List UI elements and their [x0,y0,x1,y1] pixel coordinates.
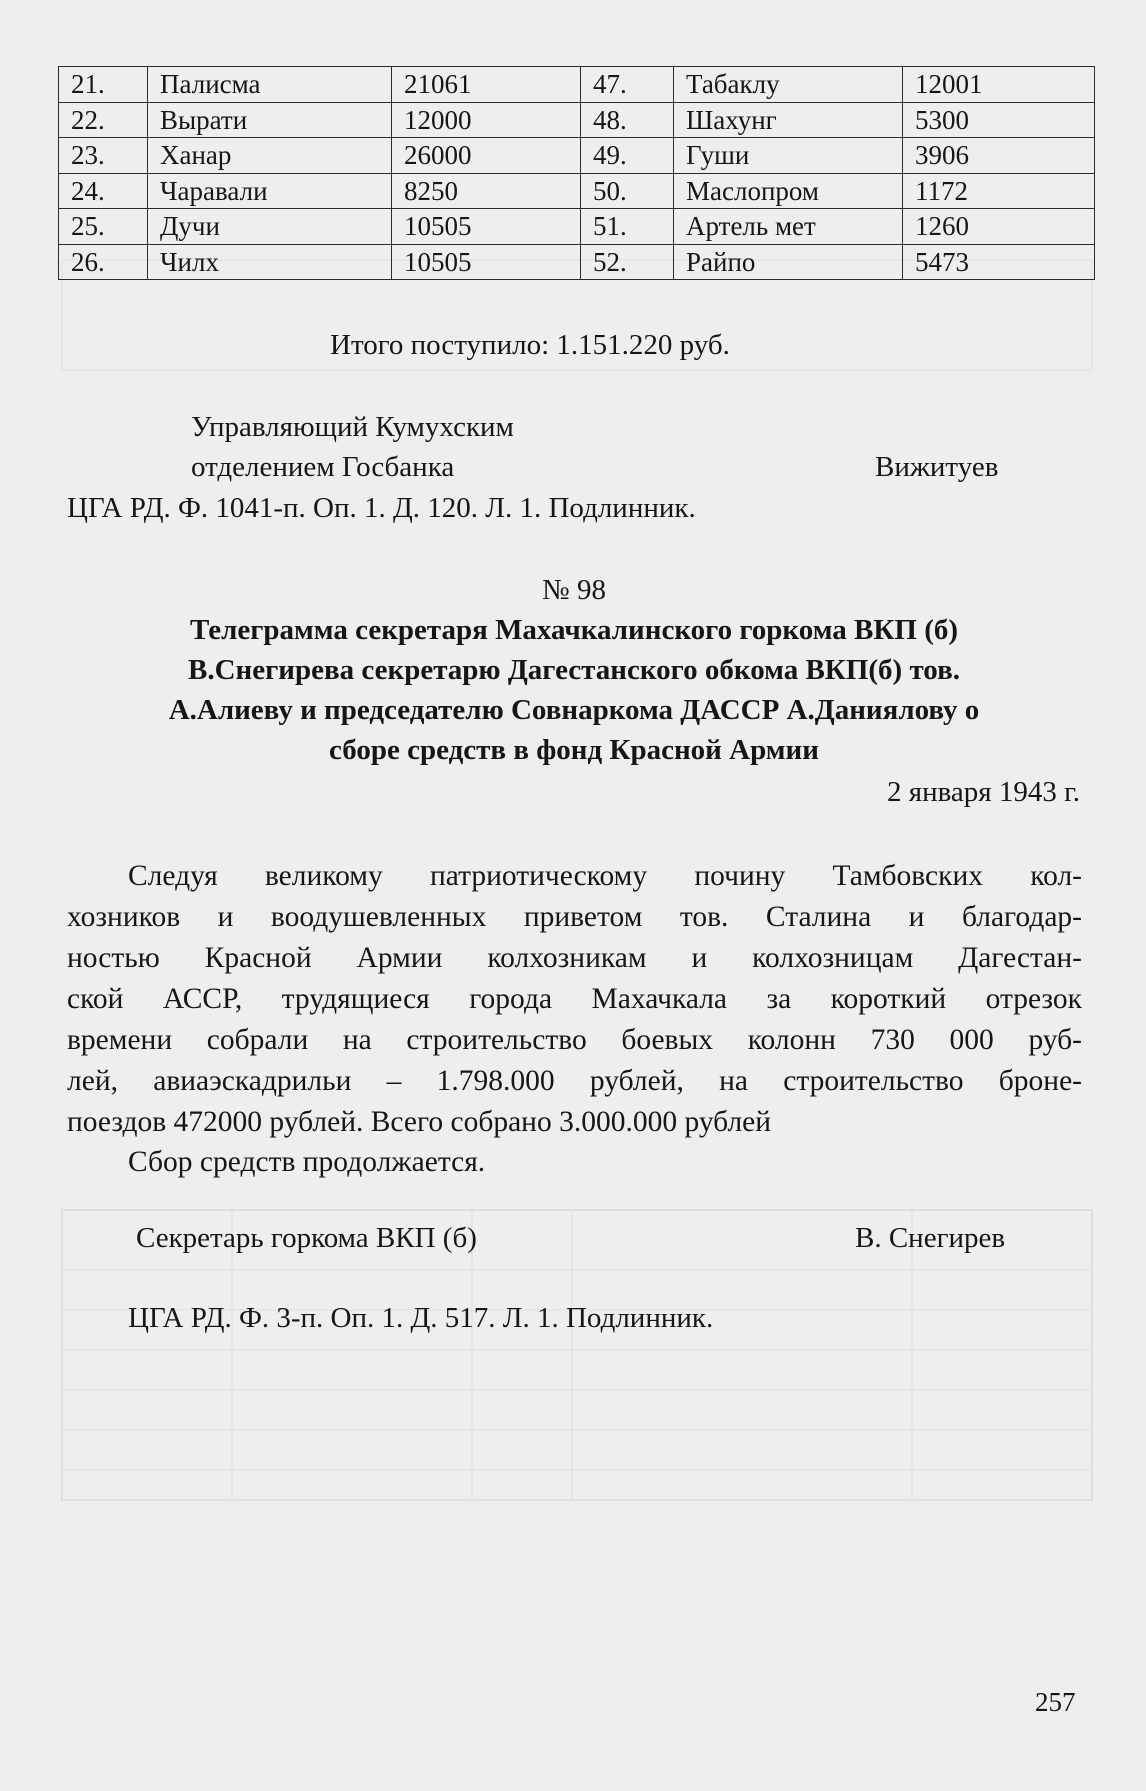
body-text-line: Следуя великому патриотическому почину Тамбовских кол- [128,860,1082,892]
kolkhoz-name: Дучи [148,209,392,245]
row-number: 48. [581,102,674,138]
table-row [59,102,1095,138]
row-number: 47. [581,67,674,103]
body-text-line: лей, авиаэскадрильи – 1.798.000 рублей, на строительство броне- [67,1065,1082,1097]
row-number: 22. [59,102,148,138]
manager-name: Вижитуев [875,451,999,483]
kolkhoz-name: Вырати [148,102,392,138]
archive-reference: ЦГА РД. Ф. 3-п. Оп. 1. Д. 517. Л. 1. Подлинник. [128,1302,714,1334]
table-row [59,138,1095,174]
total-received: Итого поступило: 1.151.220 руб. [330,329,730,361]
document-date: 2 января 1943 г. [886,776,1080,808]
row-number: 50. [581,173,674,209]
document-title-line: сборе средств в фонд Красной Армии [329,734,819,766]
amount: 12000 [392,102,581,138]
document-number: № 98 [542,574,606,606]
manager-title-line-2: отделением Госбанка [191,451,455,483]
row-number: 51. [581,209,674,245]
amount: 3906 [903,138,1095,174]
table-row [59,173,1095,209]
kolkhoz-name: Ханар [148,138,392,174]
row-number: 26. [59,244,148,280]
amount: 12001 [903,67,1095,103]
body-text-line: хозников и воодушевленных приветом тов. Сталина и благодар- [67,901,1082,933]
amount: 10505 [392,209,581,245]
body-text-line: ностью Красной Армии колхозникам и колхозницам Дагестан- [67,942,1082,974]
row-number: 24. [59,173,148,209]
kolkhoz-name: Маслопром [674,173,903,209]
body-text-line: ской АССР, трудящиеся города Махачкала за короткий отрезок [67,983,1082,1015]
archive-reference: ЦГА РД. Ф. 1041-п. Оп. 1. Д. 120. Л. 1. Подлинник. [67,492,696,524]
amount: 10505 [392,244,581,280]
table-row [59,67,1095,103]
kolkhoz-name: Чаравали [148,173,392,209]
amount: 1172 [903,173,1095,209]
row-number: 49. [581,138,674,174]
kolkhoz-name: Гуши [674,138,903,174]
body-text-line: Сбор средств продолжается. [128,1146,486,1178]
document-title-line: Телеграмма секретаря Махачкалинского горкома ВКП (б) [189,614,959,646]
document-title-line: А.Алиеву и председателю Совнаркома ДАССР А.Даниялову о [168,694,980,726]
signatory-title: Секретарь горкома ВКП (б) [136,1222,477,1254]
contributions-table [58,66,1095,280]
amount: 1260 [903,209,1095,245]
kolkhoz-name: Артель мет [674,209,903,245]
signatory-name: В. Снегирев [855,1222,1006,1254]
amount: 5473 [903,244,1095,280]
table-row [59,209,1095,245]
manager-title-line-1: Управляющий Кумухским [191,411,514,443]
body-text-line: времени собрали на строительство боевых колонн 730 000 руб- [67,1024,1082,1056]
row-number: 23. [59,138,148,174]
document-title-line: В.Снегирева секретарю Дагестанского обкома ВКП(б) тов. [187,654,960,686]
row-number: 21. [59,67,148,103]
amount: 8250 [392,173,581,209]
kolkhoz-name: Шахунг [674,102,903,138]
row-number: 52. [581,244,674,280]
body-text-line: поездов 472000 рублей. Всего собрано 3.000.000 рублей [67,1106,772,1138]
kolkhoz-name: Райпо [674,244,903,280]
amount: 21061 [392,67,581,103]
amount: 5300 [903,102,1095,138]
kolkhoz-name: Чилх [148,244,392,280]
kolkhoz-name: Табаклу [674,67,903,103]
table-row [59,244,1095,280]
amount: 26000 [392,138,581,174]
row-number: 25. [59,209,148,245]
page-number: 257 [1035,1687,1076,1717]
kolkhoz-name: Палисма [148,67,392,103]
